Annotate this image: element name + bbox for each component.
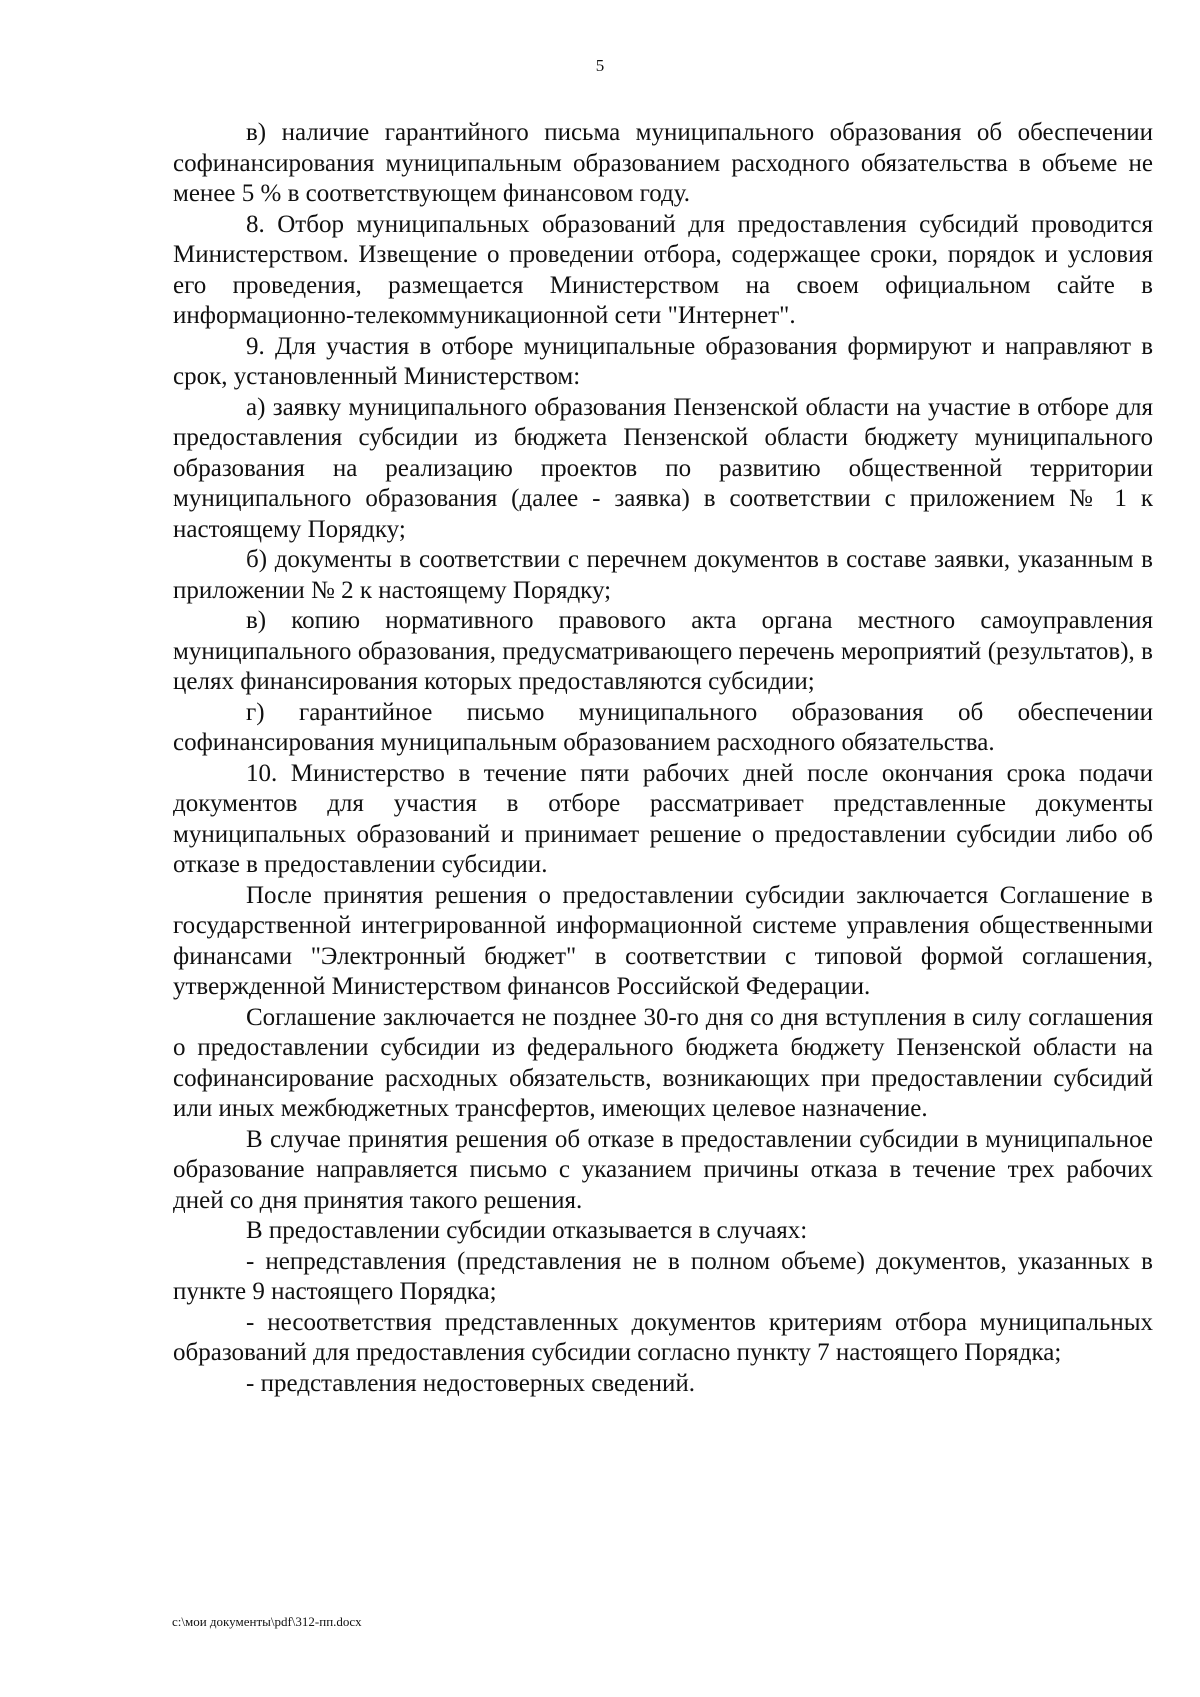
document-body	[173, 118, 1153, 1399]
page-number: 5	[595, 56, 605, 75]
paragraph-9a-application: а) заявку муниципального образования Пензенской области на участие в отборе для предоставления субсидии из бюджета Пензенской области бюджету муниципального образования на реализацию проектов по развитию общественной территории муниципального образования (далее - заявка) в соответствии с приложением № 1 к настоящему Порядку;	[173, 393, 1153, 543]
paragraph-refusal-cases: В предоставлении субсидии отказывается в случаях:	[246, 1217, 808, 1244]
paragraph-9b-documents: б) документы в соответствии с перечнем документов в составе заявки, указанным в приложении № 2 к настоящему Порядку;	[173, 546, 1153, 604]
paragraph-refusal-letter: В случае принятия решения об отказе в предоставлении субсидии в муниципальное образование направляется письмо с указанием причины отказа в течение трех рабочих дней со дня принятия такого решения.	[173, 1125, 1153, 1214]
paragraph-9g-guarantee-letter: г) гарантийное письмо муниципального образования об обеспечении софинансирования муниципальным образованием расходного обязательства.	[173, 698, 1153, 756]
paragraph-9v-legal-act: в) копию нормативного правового акта органа местного самоуправления муниципального образования, предусматривающего перечень мероприятий (результатов), в целях финансирования которых предоставляются субсидии;	[173, 607, 1153, 695]
footer-file-path: c:\мои документы\pdf\312-пп.docx	[172, 1614, 362, 1629]
paragraph-8-selection: 8. Отбор муниципальных образований для предоставления субсидий проводится Министерством. Извещение о проведении отбора, содержащее сроки, порядок и условия его проведения, размещается Министерством на своем официальном сайте в информационно-телекоммуникационной сети "Интернет".	[173, 210, 1153, 329]
list-item-false-information: - представления недостоверных сведений.	[246, 1369, 695, 1397]
paragraph-10-review: 10. Министерство в течение пяти рабочих дней после окончания срока подачи документов для участия в отборе рассматривает представленные документы муниципальных образований и принимает решение о предоставлении субсидии либо об отказе в предоставлении субсидии.	[173, 759, 1153, 878]
paragraph-item-v-guarantee: в) наличие гарантийного письма муниципального образования об обеспечении софинансирования муниципальным образованием расходного обязательства в объеме не менее 5 % в соответствующем финансовом году.	[173, 119, 1153, 207]
list-item-non-compliance: - несоответствия представленных документов критериям отбора муниципальных образований для предоставления субсидии согласно пункту 7 настоящего Порядка;	[173, 1308, 1153, 1366]
paragraph-agreement-conclusion: После принятия решения о предоставлении субсидии заключается Соглашение в государственной интегрированной информационной системе управления общественными финансами "Электронный бюджет" в соответствии с типовой формой соглашения, утвержденной Министерством финансов Российской Федерации.	[173, 881, 1153, 1000]
paragraph-agreement-deadline: Соглашение заключается не позднее 30-го дня со дня вступления в силу соглашения о предоставлении субсидии из федерального бюджета бюджету Пензенской области на софинансирование расходных обязательств, возникающих при предоставлении субсидий или иных межбюджетных трансфертов, имеющих целевое назначение.	[173, 1003, 1153, 1122]
paragraph-9-participation: 9. Для участия в отборе муниципальные образования формируют и направляют в срок, установленный Министерством:	[173, 332, 1153, 390]
list-item-non-submission: - непредставления (представления не в полном объеме) документов, указанных в пункте 9 настоящего Порядка;	[173, 1247, 1153, 1305]
